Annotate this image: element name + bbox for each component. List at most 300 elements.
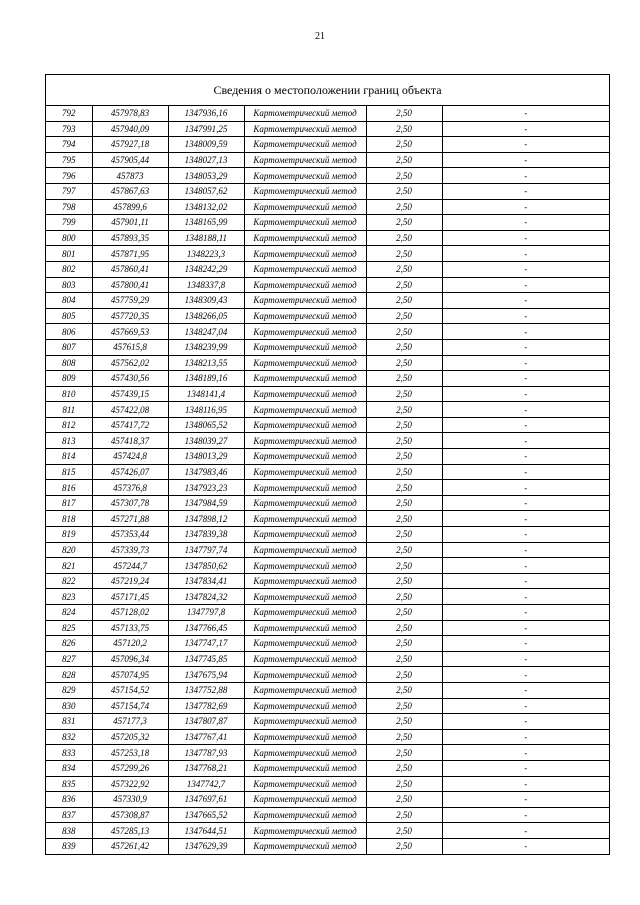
x-coordinate-cell: 457759,29 xyxy=(92,293,168,309)
method-cell: Картометрический метод xyxy=(244,495,366,511)
remark-cell: - xyxy=(442,776,609,792)
y-coordinate-cell: 1347984,59 xyxy=(168,495,244,511)
remark-cell: - xyxy=(442,651,609,667)
y-coordinate-cell: 1348242,29 xyxy=(168,261,244,277)
point-number-cell: 835 xyxy=(46,776,92,792)
point-number-cell: 800 xyxy=(46,230,92,246)
accuracy-cell: 2,50 xyxy=(366,651,442,667)
accuracy-cell: 2,50 xyxy=(366,402,442,418)
method-cell: Картометрический метод xyxy=(244,838,366,853)
point-number-cell: 821 xyxy=(46,558,92,574)
remark-cell: - xyxy=(442,355,609,371)
method-cell: Картометрический метод xyxy=(244,137,366,153)
remark-cell: - xyxy=(442,230,609,246)
x-coordinate-cell: 457871,95 xyxy=(92,246,168,262)
x-coordinate-cell: 457177,3 xyxy=(92,714,168,730)
remark-cell: - xyxy=(442,121,609,137)
table-row xyxy=(46,230,609,246)
method-cell: Картометрический метод xyxy=(244,589,366,605)
accuracy-cell: 2,50 xyxy=(366,823,442,839)
accuracy-cell: 2,50 xyxy=(366,729,442,745)
table-row xyxy=(46,745,609,761)
page-number: 21 xyxy=(315,31,325,42)
x-coordinate-cell: 457120,2 xyxy=(92,636,168,652)
accuracy-cell: 2,50 xyxy=(366,464,442,480)
y-coordinate-cell: 1348132,02 xyxy=(168,199,244,215)
accuracy-cell: 2,50 xyxy=(366,137,442,153)
y-coordinate-cell: 1347782,69 xyxy=(168,698,244,714)
method-cell: Картометрический метод xyxy=(244,776,366,792)
accuracy-cell: 2,50 xyxy=(366,495,442,511)
y-coordinate-cell: 1347745,85 xyxy=(168,651,244,667)
remark-cell: - xyxy=(442,339,609,355)
table-row xyxy=(46,589,609,605)
table-row xyxy=(46,402,609,418)
table-row xyxy=(46,137,609,153)
method-cell: Картометрический метод xyxy=(244,542,366,558)
remark-cell: - xyxy=(442,277,609,293)
accuracy-cell: 2,50 xyxy=(366,433,442,449)
accuracy-cell: 2,50 xyxy=(366,386,442,402)
point-number-cell: 837 xyxy=(46,807,92,823)
table-row xyxy=(46,682,609,698)
accuracy-cell: 2,50 xyxy=(366,339,442,355)
accuracy-cell: 2,50 xyxy=(366,324,442,340)
point-number-cell: 830 xyxy=(46,698,92,714)
point-number-cell: 832 xyxy=(46,729,92,745)
x-coordinate-cell: 457669,53 xyxy=(92,324,168,340)
x-coordinate-cell: 457308,87 xyxy=(92,807,168,823)
x-coordinate-cell: 457426,07 xyxy=(92,464,168,480)
table-row xyxy=(46,339,609,355)
point-number-cell: 805 xyxy=(46,308,92,324)
accuracy-cell: 2,50 xyxy=(366,511,442,527)
y-coordinate-cell: 1348009,59 xyxy=(168,137,244,153)
x-coordinate-cell: 457299,26 xyxy=(92,760,168,776)
table-row xyxy=(46,651,609,667)
point-number-cell: 839 xyxy=(46,838,92,853)
table-row xyxy=(46,152,609,168)
accuracy-cell: 2,50 xyxy=(366,760,442,776)
x-coordinate-cell: 457353,44 xyxy=(92,527,168,543)
point-number-cell: 803 xyxy=(46,277,92,293)
point-number-cell: 822 xyxy=(46,573,92,589)
remark-cell: - xyxy=(442,760,609,776)
accuracy-cell: 2,50 xyxy=(366,776,442,792)
accuracy-cell: 2,50 xyxy=(366,620,442,636)
point-number-cell: 811 xyxy=(46,402,92,418)
table-row xyxy=(46,698,609,714)
y-coordinate-cell: 1348065,52 xyxy=(168,417,244,433)
table-row xyxy=(46,558,609,574)
accuracy-cell: 2,50 xyxy=(366,199,442,215)
y-coordinate-cell: 1347644,51 xyxy=(168,823,244,839)
remark-cell: - xyxy=(442,308,609,324)
x-coordinate-cell: 457154,74 xyxy=(92,698,168,714)
y-coordinate-cell: 1347675,94 xyxy=(168,667,244,683)
y-coordinate-cell: 1348027,13 xyxy=(168,152,244,168)
method-cell: Картометрический метод xyxy=(244,152,366,168)
y-coordinate-cell: 1348239,99 xyxy=(168,339,244,355)
table-row xyxy=(46,495,609,511)
accuracy-cell: 2,50 xyxy=(366,636,442,652)
remark-cell: - xyxy=(442,449,609,465)
table-row xyxy=(46,807,609,823)
y-coordinate-cell: 1348337,8 xyxy=(168,277,244,293)
table-row xyxy=(46,215,609,231)
accuracy-cell: 2,50 xyxy=(366,558,442,574)
accuracy-cell: 2,50 xyxy=(366,106,442,121)
point-number-cell: 818 xyxy=(46,511,92,527)
table-row xyxy=(46,324,609,340)
table-row xyxy=(46,480,609,496)
accuracy-cell: 2,50 xyxy=(366,698,442,714)
point-number-cell: 827 xyxy=(46,651,92,667)
remark-cell: - xyxy=(442,464,609,480)
point-number-cell: 798 xyxy=(46,199,92,215)
remark-cell: - xyxy=(442,433,609,449)
method-cell: Картометрический метод xyxy=(244,714,366,730)
remark-cell: - xyxy=(442,807,609,823)
table-row xyxy=(46,308,609,324)
y-coordinate-cell: 1348266,05 xyxy=(168,308,244,324)
method-cell: Картометрический метод xyxy=(244,620,366,636)
remark-cell: - xyxy=(442,698,609,714)
x-coordinate-cell: 457978,83 xyxy=(92,106,168,121)
accuracy-cell: 2,50 xyxy=(366,714,442,730)
point-number-cell: 826 xyxy=(46,636,92,652)
method-cell: Картометрический метод xyxy=(244,106,366,121)
accuracy-cell: 2,50 xyxy=(366,417,442,433)
point-number-cell: 823 xyxy=(46,589,92,605)
remark-cell: - xyxy=(442,542,609,558)
point-number-cell: 838 xyxy=(46,823,92,839)
method-cell: Картометрический метод xyxy=(244,573,366,589)
remark-cell: - xyxy=(442,729,609,745)
accuracy-cell: 2,50 xyxy=(366,605,442,621)
table-row xyxy=(46,121,609,137)
method-cell: Картометрический метод xyxy=(244,807,366,823)
table-row xyxy=(46,792,609,808)
method-cell: Картометрический метод xyxy=(244,745,366,761)
y-coordinate-cell: 1347747,17 xyxy=(168,636,244,652)
remark-cell: - xyxy=(442,823,609,839)
method-cell: Картометрический метод xyxy=(244,230,366,246)
y-coordinate-cell: 1347936,16 xyxy=(168,106,244,121)
x-coordinate-cell: 457330,9 xyxy=(92,792,168,808)
method-cell: Картометрический метод xyxy=(244,636,366,652)
table-row xyxy=(46,183,609,199)
remark-cell: - xyxy=(442,137,609,153)
remark-cell: - xyxy=(442,480,609,496)
remark-cell: - xyxy=(442,714,609,730)
x-coordinate-cell: 457307,78 xyxy=(92,495,168,511)
point-number-cell: 833 xyxy=(46,745,92,761)
y-coordinate-cell: 1348309,43 xyxy=(168,293,244,309)
remark-cell: - xyxy=(442,495,609,511)
method-cell: Картометрический метод xyxy=(244,371,366,387)
coordinates-table xyxy=(46,106,609,854)
remark-cell: - xyxy=(442,511,609,527)
x-coordinate-cell: 457376,8 xyxy=(92,480,168,496)
x-coordinate-cell: 457418,37 xyxy=(92,433,168,449)
x-coordinate-cell: 457562,02 xyxy=(92,355,168,371)
point-number-cell: 794 xyxy=(46,137,92,153)
x-coordinate-cell: 457720,35 xyxy=(92,308,168,324)
accuracy-cell: 2,50 xyxy=(366,293,442,309)
method-cell: Картометрический метод xyxy=(244,651,366,667)
y-coordinate-cell: 1347629,39 xyxy=(168,838,244,853)
table-row xyxy=(46,527,609,543)
method-cell: Картометрический метод xyxy=(244,339,366,355)
table-row xyxy=(46,106,609,121)
accuracy-cell: 2,50 xyxy=(366,277,442,293)
method-cell: Картометрический метод xyxy=(244,355,366,371)
remark-cell: - xyxy=(442,152,609,168)
x-coordinate-cell: 457860,41 xyxy=(92,261,168,277)
method-cell: Картометрический метод xyxy=(244,308,366,324)
remark-cell: - xyxy=(442,293,609,309)
y-coordinate-cell: 1347697,61 xyxy=(168,792,244,808)
table-row xyxy=(46,371,609,387)
x-coordinate-cell: 457905,44 xyxy=(92,152,168,168)
method-cell: Картометрический метод xyxy=(244,449,366,465)
x-coordinate-cell: 457128,02 xyxy=(92,605,168,621)
point-number-cell: 802 xyxy=(46,261,92,277)
remark-cell: - xyxy=(442,682,609,698)
remark-cell: - xyxy=(442,386,609,402)
y-coordinate-cell: 1347766,45 xyxy=(168,620,244,636)
x-coordinate-cell: 457219,24 xyxy=(92,573,168,589)
accuracy-cell: 2,50 xyxy=(366,838,442,853)
x-coordinate-cell: 457261,42 xyxy=(92,838,168,853)
point-number-cell: 825 xyxy=(46,620,92,636)
point-number-cell: 807 xyxy=(46,339,92,355)
y-coordinate-cell: 1347797,74 xyxy=(168,542,244,558)
y-coordinate-cell: 1347768,21 xyxy=(168,760,244,776)
method-cell: Картометрический метод xyxy=(244,792,366,808)
point-number-cell: 806 xyxy=(46,324,92,340)
remark-cell: - xyxy=(442,792,609,808)
point-number-cell: 836 xyxy=(46,792,92,808)
remark-cell: - xyxy=(442,417,609,433)
point-number-cell: 819 xyxy=(46,527,92,543)
method-cell: Картометрический метод xyxy=(244,433,366,449)
x-coordinate-cell: 457873 xyxy=(92,168,168,184)
y-coordinate-cell: 1348223,3 xyxy=(168,246,244,262)
method-cell: Картометрический метод xyxy=(244,293,366,309)
point-number-cell: 796 xyxy=(46,168,92,184)
method-cell: Картометрический метод xyxy=(244,417,366,433)
y-coordinate-cell: 1348188,11 xyxy=(168,230,244,246)
point-number-cell: 814 xyxy=(46,449,92,465)
accuracy-cell: 2,50 xyxy=(366,667,442,683)
y-coordinate-cell: 1348116,95 xyxy=(168,402,244,418)
table-row xyxy=(46,573,609,589)
remark-cell: - xyxy=(442,324,609,340)
table-row xyxy=(46,760,609,776)
accuracy-cell: 2,50 xyxy=(366,371,442,387)
remark-cell: - xyxy=(442,589,609,605)
accuracy-cell: 2,50 xyxy=(366,261,442,277)
point-number-cell: 793 xyxy=(46,121,92,137)
y-coordinate-cell: 1348141,4 xyxy=(168,386,244,402)
remark-cell: - xyxy=(442,246,609,262)
method-cell: Картометрический метод xyxy=(244,480,366,496)
y-coordinate-cell: 1347983,46 xyxy=(168,464,244,480)
point-number-cell: 812 xyxy=(46,417,92,433)
point-number-cell: 799 xyxy=(46,215,92,231)
x-coordinate-cell: 457417,72 xyxy=(92,417,168,433)
table-row xyxy=(46,823,609,839)
accuracy-cell: 2,50 xyxy=(366,246,442,262)
y-coordinate-cell: 1347898,12 xyxy=(168,511,244,527)
x-coordinate-cell: 457899,6 xyxy=(92,199,168,215)
y-coordinate-cell: 1348247,04 xyxy=(168,324,244,340)
remark-cell: - xyxy=(442,620,609,636)
x-coordinate-cell: 457439,15 xyxy=(92,386,168,402)
method-cell: Картометрический метод xyxy=(244,511,366,527)
point-number-cell: 831 xyxy=(46,714,92,730)
table-row xyxy=(46,511,609,527)
table-row xyxy=(46,714,609,730)
y-coordinate-cell: 1348053,29 xyxy=(168,168,244,184)
table-row xyxy=(46,449,609,465)
table-row xyxy=(46,168,609,184)
x-coordinate-cell: 457271,88 xyxy=(92,511,168,527)
remark-cell: - xyxy=(442,261,609,277)
y-coordinate-cell: 1347742,7 xyxy=(168,776,244,792)
y-coordinate-cell: 1347991,25 xyxy=(168,121,244,137)
accuracy-cell: 2,50 xyxy=(366,183,442,199)
x-coordinate-cell: 457253,18 xyxy=(92,745,168,761)
accuracy-cell: 2,50 xyxy=(366,121,442,137)
accuracy-cell: 2,50 xyxy=(366,215,442,231)
x-coordinate-cell: 457154,52 xyxy=(92,682,168,698)
accuracy-cell: 2,50 xyxy=(366,792,442,808)
point-number-cell: 824 xyxy=(46,605,92,621)
x-coordinate-cell: 457424,8 xyxy=(92,449,168,465)
x-coordinate-cell: 457901,11 xyxy=(92,215,168,231)
method-cell: Картометрический метод xyxy=(244,199,366,215)
method-cell: Картометрический метод xyxy=(244,698,366,714)
table-row xyxy=(46,433,609,449)
method-cell: Картометрический метод xyxy=(244,729,366,745)
x-coordinate-cell: 457927,18 xyxy=(92,137,168,153)
y-coordinate-cell: 1347787,93 xyxy=(168,745,244,761)
x-coordinate-cell: 457422,08 xyxy=(92,402,168,418)
table-title: Сведения о местоположении границ объекта xyxy=(46,75,609,106)
x-coordinate-cell: 457430,56 xyxy=(92,371,168,387)
x-coordinate-cell: 457205,32 xyxy=(92,729,168,745)
point-number-cell: 820 xyxy=(46,542,92,558)
table-body xyxy=(46,106,609,854)
point-number-cell: 792 xyxy=(46,106,92,121)
y-coordinate-cell: 1347923,23 xyxy=(168,480,244,496)
remark-cell: - xyxy=(442,838,609,853)
method-cell: Картометрический метод xyxy=(244,183,366,199)
method-cell: Картометрический метод xyxy=(244,760,366,776)
method-cell: Картометрический метод xyxy=(244,527,366,543)
remark-cell: - xyxy=(442,605,609,621)
table-row xyxy=(46,199,609,215)
method-cell: Картометрический метод xyxy=(244,261,366,277)
method-cell: Картометрический метод xyxy=(244,823,366,839)
y-coordinate-cell: 1347824,32 xyxy=(168,589,244,605)
point-number-cell: 809 xyxy=(46,371,92,387)
accuracy-cell: 2,50 xyxy=(366,589,442,605)
accuracy-cell: 2,50 xyxy=(366,682,442,698)
method-cell: Картометрический метод xyxy=(244,605,366,621)
y-coordinate-cell: 1347665,52 xyxy=(168,807,244,823)
x-coordinate-cell: 457893,35 xyxy=(92,230,168,246)
point-number-cell: 813 xyxy=(46,433,92,449)
point-number-cell: 808 xyxy=(46,355,92,371)
table-row xyxy=(46,386,609,402)
table-row xyxy=(46,542,609,558)
x-coordinate-cell: 457074,95 xyxy=(92,667,168,683)
point-number-cell: 804 xyxy=(46,293,92,309)
point-number-cell: 795 xyxy=(46,152,92,168)
table-row xyxy=(46,293,609,309)
accuracy-cell: 2,50 xyxy=(366,573,442,589)
remark-cell: - xyxy=(442,215,609,231)
x-coordinate-cell: 457867,63 xyxy=(92,183,168,199)
x-coordinate-cell: 457800,41 xyxy=(92,277,168,293)
method-cell: Картометрический метод xyxy=(244,402,366,418)
x-coordinate-cell: 457615,8 xyxy=(92,339,168,355)
accuracy-cell: 2,50 xyxy=(366,355,442,371)
x-coordinate-cell: 457940,09 xyxy=(92,121,168,137)
point-number-cell: 801 xyxy=(46,246,92,262)
remark-cell: - xyxy=(442,745,609,761)
remark-cell: - xyxy=(442,199,609,215)
x-coordinate-cell: 457133,75 xyxy=(92,620,168,636)
table-row xyxy=(46,636,609,652)
method-cell: Картометрический метод xyxy=(244,667,366,683)
y-coordinate-cell: 1348039,27 xyxy=(168,433,244,449)
point-number-cell: 817 xyxy=(46,495,92,511)
y-coordinate-cell: 1347797,8 xyxy=(168,605,244,621)
method-cell: Картометрический метод xyxy=(244,682,366,698)
remark-cell: - xyxy=(442,371,609,387)
y-coordinate-cell: 1347767,41 xyxy=(168,729,244,745)
accuracy-cell: 2,50 xyxy=(366,745,442,761)
method-cell: Картометрический метод xyxy=(244,121,366,137)
y-coordinate-cell: 1348057,62 xyxy=(168,183,244,199)
y-coordinate-cell: 1348213,55 xyxy=(168,355,244,371)
table-row xyxy=(46,261,609,277)
method-cell: Картометрический метод xyxy=(244,215,366,231)
remark-cell: - xyxy=(442,106,609,121)
remark-cell: - xyxy=(442,527,609,543)
point-number-cell: 810 xyxy=(46,386,92,402)
y-coordinate-cell: 1347850,62 xyxy=(168,558,244,574)
remark-cell: - xyxy=(442,667,609,683)
point-number-cell: 815 xyxy=(46,464,92,480)
table-row xyxy=(46,605,609,621)
table-row xyxy=(46,246,609,262)
table-row xyxy=(46,355,609,371)
x-coordinate-cell: 457244,7 xyxy=(92,558,168,574)
remark-cell: - xyxy=(442,402,609,418)
point-number-cell: 828 xyxy=(46,667,92,683)
point-number-cell: 797 xyxy=(46,183,92,199)
remark-cell: - xyxy=(442,573,609,589)
remark-cell: - xyxy=(442,183,609,199)
table-row xyxy=(46,417,609,433)
method-cell: Картометрический метод xyxy=(244,246,366,262)
